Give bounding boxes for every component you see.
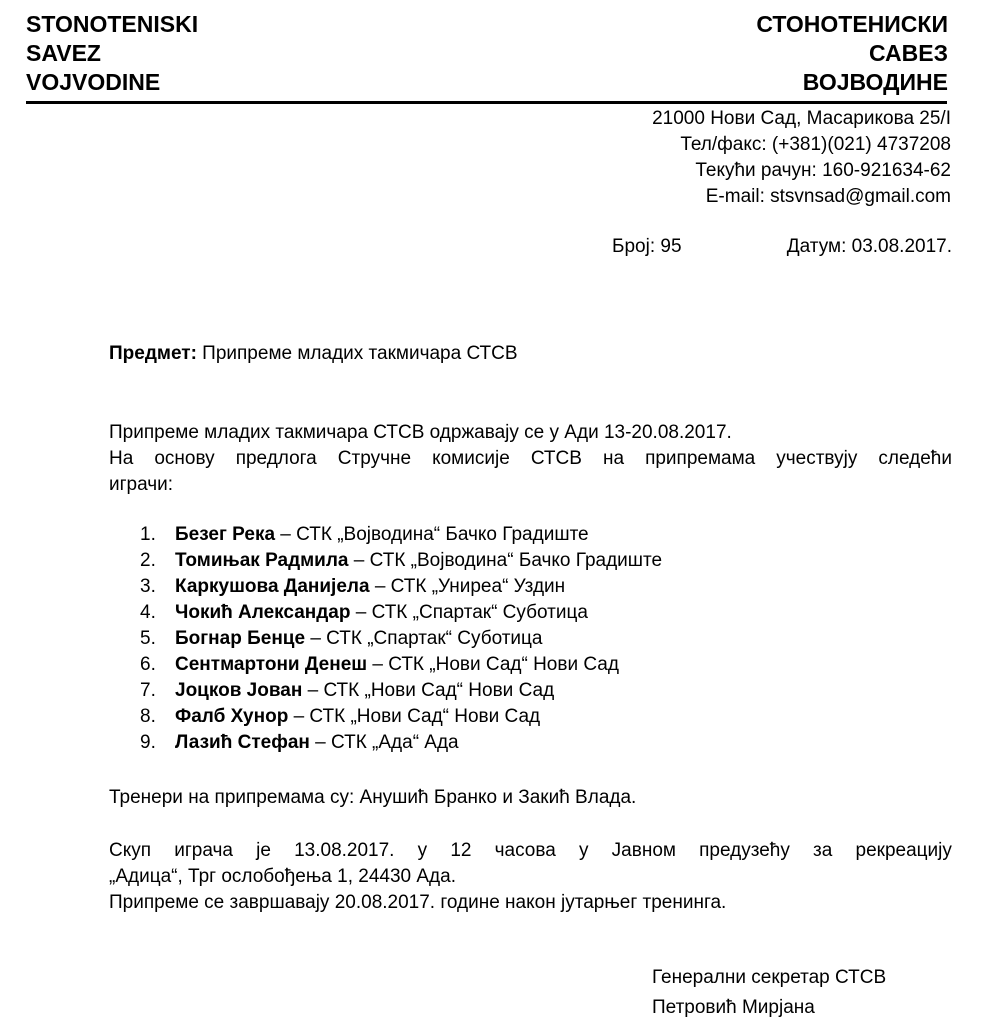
meeting-line: Припреме се завршавају 20.08.2017. године након јутарњег тренинга. — [109, 892, 727, 913]
player-number: 3. — [140, 576, 156, 597]
player-name: Каркушова Данијела — [175, 576, 370, 597]
word: је — [256, 840, 271, 861]
player-item — [140, 548, 662, 574]
contact-address: 21000 Нови Сад, Масарикова 25/I — [652, 108, 951, 129]
player-name: Фалб Хунор — [175, 706, 289, 727]
player-name: Чокић Александар — [175, 602, 351, 623]
player-club: – СТК „Нови Сад“ Нови Сад — [367, 654, 619, 675]
player-club: – СТК „Ада“ Ада — [309, 732, 459, 753]
word: у — [579, 840, 589, 861]
player-name: Сентмартони Денеш — [175, 654, 368, 675]
word: предлога — [235, 448, 317, 469]
player-number: 1. — [140, 524, 156, 545]
contact-email: E-mail: stsvnsad@gmail.com — [705, 186, 951, 207]
word: Стручне — [337, 448, 412, 469]
player-club: – СТК „Нови Сад“ Нови Сад — [302, 680, 555, 701]
player-club: – СТК „Униреа“ Уздин — [369, 576, 566, 597]
players-list — [140, 522, 662, 756]
word: рекреацију — [855, 840, 952, 861]
player-number: 5. — [140, 628, 156, 649]
player-item — [140, 704, 662, 730]
coaches-line: Тренери на припремама су: Анушић Бранко и Закић Влада. — [109, 787, 637, 808]
player-name: Јоцков Јован — [175, 680, 303, 701]
letterhead-latin — [26, 10, 198, 97]
word: 13.08.2017. — [294, 840, 395, 861]
player-item — [140, 600, 662, 626]
word: часова — [494, 840, 556, 861]
letterhead-cyrillic-line: САВЕЗ — [868, 40, 948, 66]
word: играча — [174, 840, 233, 861]
intro-line: играчи: — [109, 474, 174, 495]
player-item — [140, 522, 662, 548]
intro-line: Припреме младих такмичара СТСВ одржавају се у Ади 13-20.08.2017. — [109, 422, 732, 443]
contact-block — [652, 106, 951, 210]
word: На — [109, 448, 134, 469]
player-club: – СТК „Нови Сад“ Нови Сад — [288, 706, 541, 727]
letterhead-latin-line: VOJVODINE — [26, 69, 161, 95]
meeting-line-justified — [109, 838, 952, 864]
word: СТСВ — [530, 448, 582, 469]
meeting-line: „Адица“, Трг ослобођења 1, 24430 Ада. — [109, 866, 456, 887]
player-name: Безег Река — [175, 524, 276, 545]
word: припремама — [645, 448, 756, 469]
word: на — [602, 448, 625, 469]
word: 12 — [450, 840, 472, 861]
player-club: – СТК „Војводина“ Бачко Градиште — [275, 524, 589, 545]
letterhead-latin-line: STONOTENISKI — [26, 11, 199, 37]
player-number: 2. — [140, 550, 156, 571]
contact-phone: Тел/факс: (+381)(021) 4737208 — [680, 134, 951, 155]
player-number: 8. — [140, 706, 156, 727]
subject-line — [109, 341, 518, 367]
intro-paragraph — [109, 420, 952, 498]
word: предузећу — [699, 840, 790, 861]
reference-date: Датум: 03.08.2017. — [786, 236, 952, 257]
player-club: – СТК „Војводина“ Бачко Градиште — [348, 550, 663, 571]
word: комисије — [432, 448, 510, 469]
intro-line-justified — [109, 446, 952, 472]
player-item — [140, 574, 662, 600]
player-club: – СТК „Спартак“ Суботица — [305, 628, 543, 649]
letterhead-cyrillic-line: СТОНОТЕНИСКИ — [756, 11, 948, 37]
header-divider — [26, 101, 947, 104]
player-club: – СТК „Спартак“ Суботица — [350, 602, 588, 623]
word: учествују — [776, 448, 858, 469]
signature-title: Генерални секретар СТСВ — [652, 967, 887, 988]
player-item — [140, 626, 662, 652]
subject-text: Припреме младих такмичара СТСВ — [196, 343, 518, 364]
player-number: 7. — [140, 680, 156, 701]
letterhead-latin-line: SAVEZ — [26, 40, 101, 66]
player-name: Томињак Радмила — [175, 550, 349, 571]
player-item — [140, 652, 662, 678]
signature-name: Петровић Мирјана — [652, 997, 815, 1018]
reference-number: Број: 95 — [612, 236, 682, 257]
player-name: Лазић Стефан — [175, 732, 310, 753]
player-item — [140, 730, 662, 756]
player-number: 9. — [140, 732, 156, 753]
subject-label: Предмет: — [109, 343, 197, 364]
meeting-paragraph — [109, 838, 952, 916]
player-item — [140, 678, 662, 704]
word: основу — [154, 448, 215, 469]
player-number: 4. — [140, 602, 156, 623]
player-name: Богнар Бенце — [175, 628, 306, 649]
word: у — [417, 840, 428, 861]
word: следећи — [878, 448, 952, 469]
word: Јавном — [611, 840, 676, 861]
letterhead-cyrillic — [756, 10, 948, 97]
contact-account: Текући рачун: 160-921634-62 — [695, 160, 951, 181]
player-number: 6. — [140, 654, 156, 675]
word: за — [813, 840, 833, 861]
word: Скуп — [109, 840, 152, 861]
letterhead-cyrillic-line: ВОЈВОДИНЕ — [802, 69, 948, 95]
signature-block — [652, 963, 886, 1023]
